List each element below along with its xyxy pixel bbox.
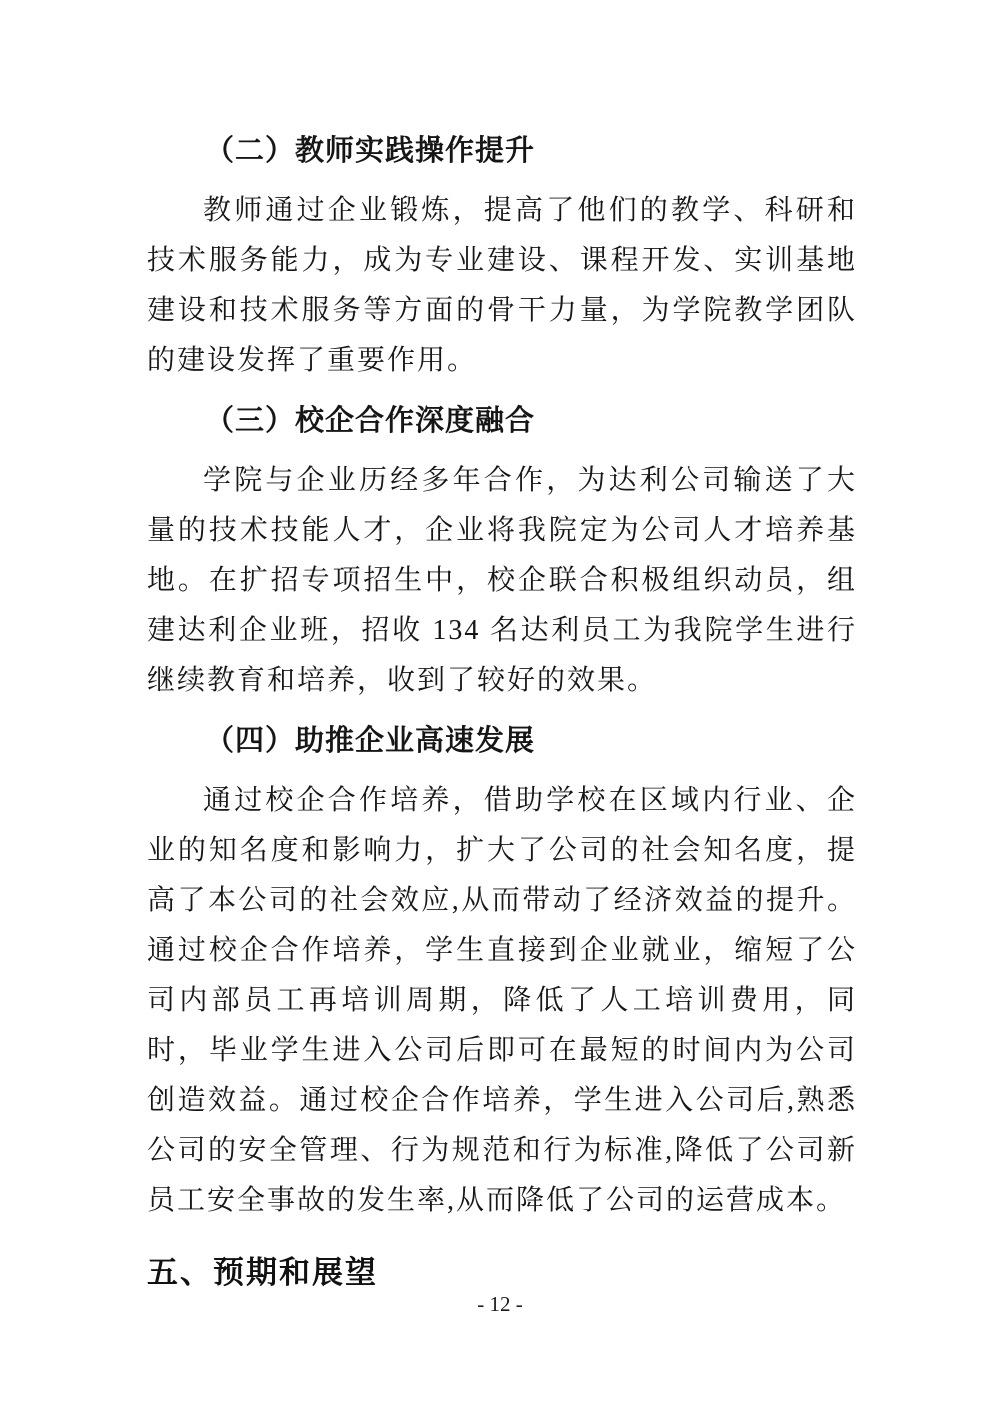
page-number: - 12 - [477, 1292, 523, 1316]
document-content [147, 116, 857, 1298]
section-heading-4: （四）助推企业高速发展 [205, 725, 536, 757]
section-2-paragraph: 教师通过企业锻炼，提高了他们的教学、科研和技术服务能力，成为专业建设、课程开发、实训基地建设和技术服务等方面的骨干力量，为学院教学团队的建设发挥了重要作用。 [147, 195, 857, 376]
section-4-paragraph: 通过校企合作培养，借助学校在区域内行业、企业的知名度和影响力，扩大了公司的社会知名度，提高了本公司的社会效应,从而带动了经济效益的提升。通过校企合作培养，学生直接到企业就业，缩短了公司内部员工再培训周期，降低了人工培训费用，同时，毕业学生进入公司后即可在最短的时间内为公司创造效益。通过校企合作培养，学生进入公司后,熟悉公司的安全管理、行为规范和行为标准,降低了公司新员工安全事故的发生率,从而降低了公司的运营成本。 [147, 785, 857, 1216]
section-3-paragraph: 学院与企业历经多年合作，为达利公司输送了大量的技术技能人才，企业将我院定为公司人才培养基地。在扩招专项招生中，校企联合积极组织动员，组建达利企业班，招收 134 名达利员工为我院学生进行继续教育和培养，收到了较好的效果。 [147, 465, 857, 696]
section-heading-3: （三）校企合作深度融合 [205, 405, 536, 437]
section-heading-2: （二）教师实践操作提升 [205, 135, 536, 167]
chapter-heading-5: 五、预期和展望 [147, 1255, 378, 1290]
